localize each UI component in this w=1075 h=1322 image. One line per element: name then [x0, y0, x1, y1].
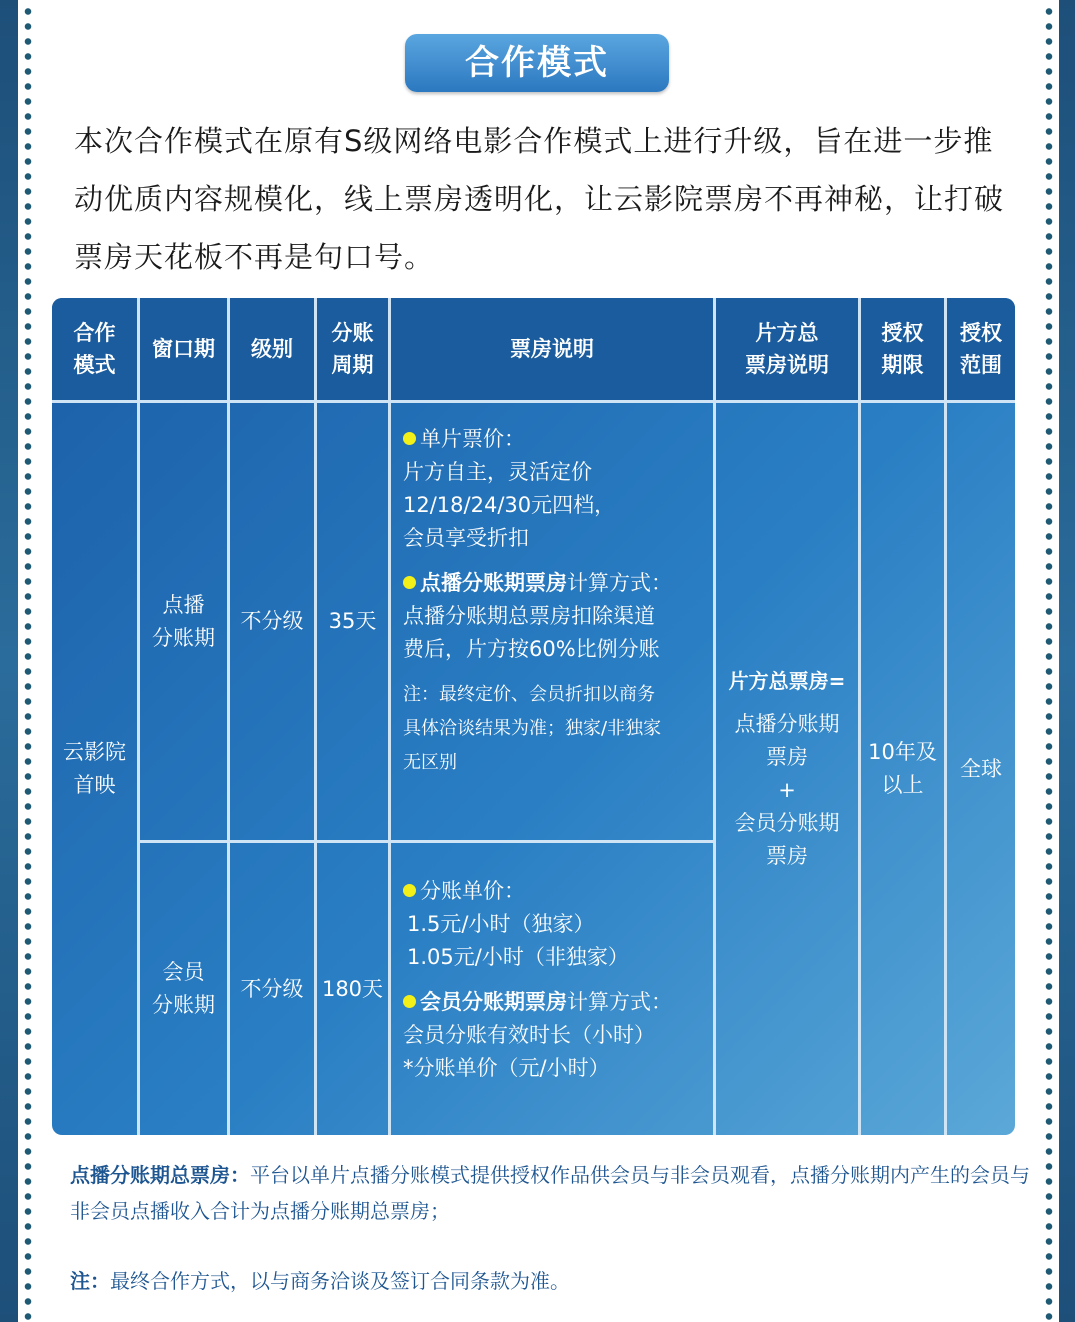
cell-window-member: 会员 分账期 — [140, 843, 230, 1135]
header-total-desc: 片方总 票房说明 — [716, 298, 861, 403]
header-level: 级别 — [230, 298, 317, 403]
cell-period-member: 180天 — [317, 843, 391, 1135]
desc-heading: 计算方式： — [567, 990, 672, 1014]
footer-definition-text: 平台以单片点播分账模式提供授权作品供会员与非会员观看，点播分账期内产生的会员与非会员点播收入合计为点播分账期总票房； — [70, 1163, 1030, 1223]
header-term: 授权 期限 — [861, 298, 947, 403]
cell-term: 10年及 以上 — [861, 403, 947, 1135]
footer-definition — [70, 1157, 1030, 1229]
section-title: 合作模式 — [405, 34, 669, 92]
intro-paragraph: 本次合作模式在原有S级网络电影合作模式上进行升级，旨在进一步推动优质内容规模化，线上票房透明化，让云影院票房不再神秘，让打破票房天花板不再是句口号。 — [74, 124, 1005, 274]
cell-level-member: 不分级 — [230, 843, 317, 1135]
cell-desc-member — [391, 843, 716, 1135]
cell-scope: 全球 — [960, 756, 1002, 781]
desc-heading: 计算方式： — [567, 571, 672, 595]
left-dotted-line — [24, 4, 32, 1322]
footer-note-text: 最终合作方式，以与商务洽谈及签订合同条款为准。 — [110, 1269, 570, 1293]
desc-heading: 分账单价： — [420, 879, 525, 903]
footer-note-label: 注： — [70, 1269, 110, 1293]
header-period: 分账 周期 — [317, 298, 391, 403]
cooperation-table — [52, 298, 1015, 1135]
bullet-icon — [403, 884, 416, 897]
bullet-icon — [403, 432, 416, 445]
cell-total — [716, 403, 861, 1135]
header-mode: 合作 模式 — [52, 298, 140, 403]
cell-mode: 云影院 首映 — [52, 403, 140, 1135]
header-window: 窗口期 — [140, 298, 230, 403]
desc-text: 片方自主，灵活定价 12/18/24/30元四档， 会员享受折扣 — [403, 460, 616, 550]
bullet-icon — [403, 576, 416, 589]
header-boxoffice-desc: 票房说明 — [391, 298, 716, 403]
desc-heading-bold: 会员分账期票房 — [420, 990, 567, 1014]
cell-period-vod: 35天 — [317, 403, 391, 843]
cell-level-vod: 不分级 — [230, 403, 317, 843]
desc-note: 注：最终定价、会员折扣以商务 具体洽谈结果为准；独家/非独家 无区别 — [403, 684, 662, 773]
total-formula: 点播分账期 票房 + 会员分账期 票房 — [734, 712, 840, 868]
header-scope: 授权 范围 — [947, 298, 1015, 403]
footer-definition-label: 点播分账期总票房： — [70, 1163, 250, 1187]
footer-note — [70, 1263, 1030, 1299]
total-heading: 片方总票房= — [728, 669, 846, 693]
right-dotted-line — [1045, 4, 1053, 1322]
desc-heading-bold: 点播分账期票房 — [420, 571, 567, 595]
desc-heading: 单片票价： — [420, 427, 525, 451]
bullet-icon — [403, 995, 416, 1008]
desc-text: 点播分账期总票房扣除渠道 费后，片方按60%比例分账 — [403, 604, 660, 661]
desc-text: 会员分账有效时长（小时） *分账单价（元/小时） — [403, 1023, 655, 1080]
left-border-strip — [0, 0, 18, 1322]
right-border-strip — [1059, 0, 1075, 1322]
cell-window-vod: 点播 分账期 — [140, 403, 230, 843]
desc-text: 1.5元/小时（独家） 1.05元/小时（非独家） — [407, 912, 629, 969]
cell-desc-vod — [391, 403, 716, 843]
